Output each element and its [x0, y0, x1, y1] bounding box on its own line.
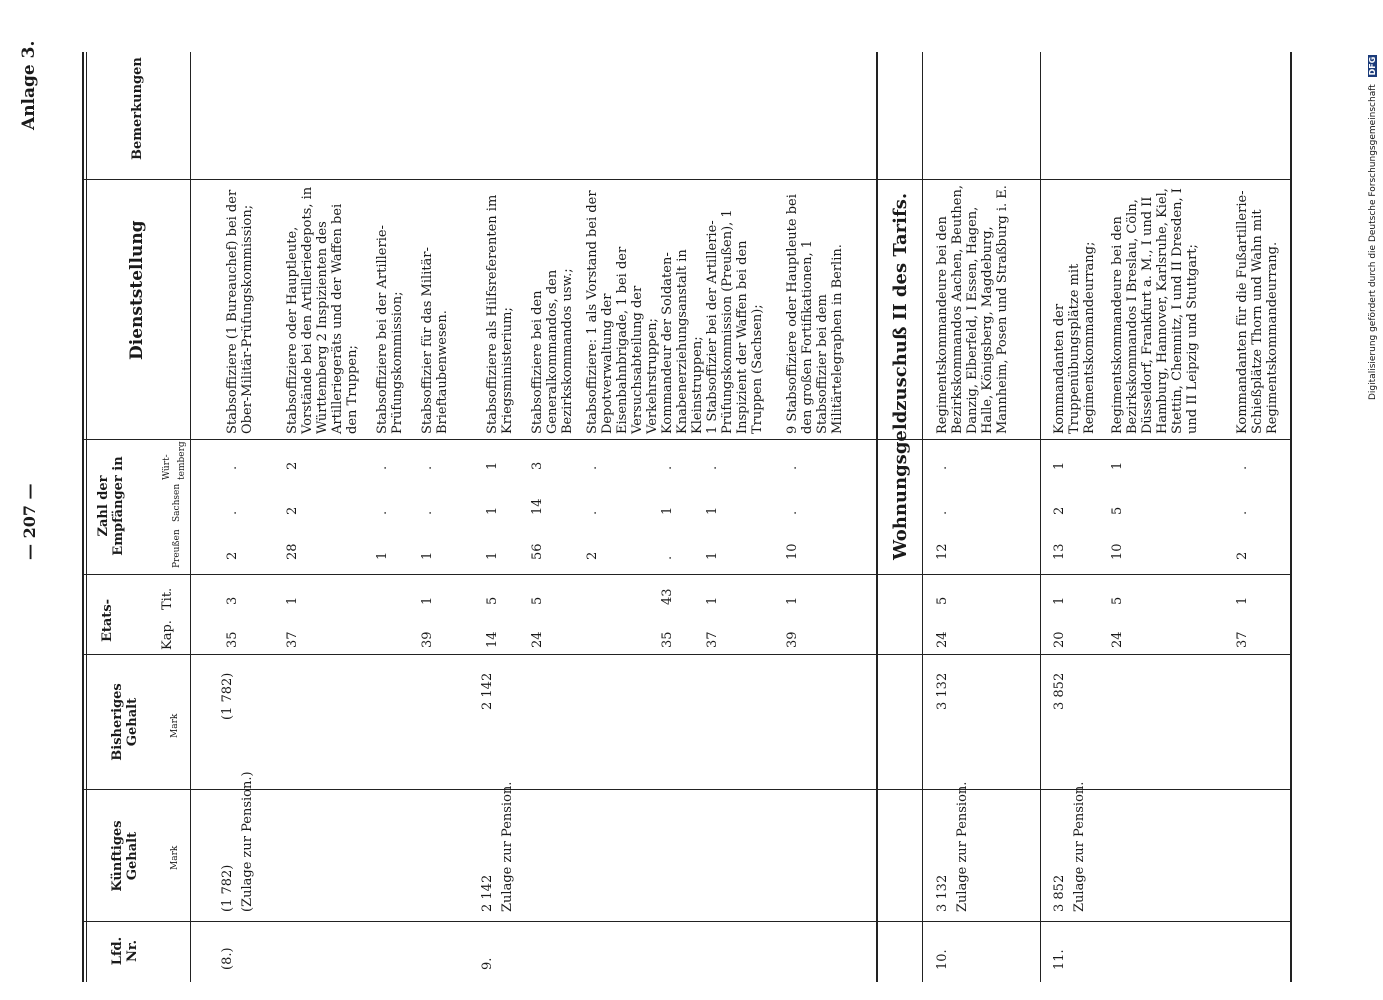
- entry-pr: 10: [1110, 543, 1125, 560]
- entry-kap: 24: [935, 631, 950, 648]
- entry-pr: 28: [285, 543, 300, 560]
- entry-text: Kommandanten der Truppenübungsplätze mit Regimentskommandeurrang;: [1052, 241, 1097, 434]
- entry-kap: 39: [420, 631, 435, 648]
- row-nr: 11.: [1052, 949, 1067, 970]
- entry-tit: 1: [785, 596, 800, 605]
- entry-kap: 37: [285, 631, 300, 648]
- entry-wu: .: [585, 465, 600, 470]
- col-sep-5: [82, 439, 1292, 440]
- entry-wu: 2: [285, 461, 300, 470]
- entry-pr: 2: [225, 551, 240, 560]
- entry-kap: 20: [1052, 631, 1067, 648]
- row-kuenftig: (1 782): [220, 864, 235, 912]
- row-bisher: (1 782): [220, 672, 235, 720]
- entry-text: 9 Stabsoffiziere oder Hauptleute bei den großen Fortifikationen, 1 Stabsoffizier bei dem Militärtelegraphen in Berlin.: [785, 194, 845, 434]
- entry-text: Regimentskommandeure bei den Bezirkskommandos I Breslau, Cöln, Düsseldorf, Frankfurt a. M., I und II Hamburg, Hannover, Karlsruhe, Kiel, Stettin, Chemnitz, I und II Dresden, I und II Leipzig und Stuttgart;: [1110, 188, 1200, 434]
- entry-kap: 35: [660, 631, 675, 648]
- entry-wu: .: [225, 465, 240, 470]
- entry-tit: 5: [530, 596, 545, 605]
- entry-tit: 3: [225, 596, 240, 605]
- row-bisher: 2 142: [480, 672, 495, 710]
- entry-wu: .: [1235, 465, 1250, 470]
- entry-pr: 2: [1235, 551, 1250, 560]
- entry-pr: 1: [375, 551, 390, 560]
- entry-text: Kommandanten für die Fußartillerie-Schießplätze Thorn und Wahn mit Regimentskommandeurrang.: [1235, 190, 1280, 434]
- entry-text: Stabsoffiziere als Hilfsreferenten im Kriegsministerium;: [485, 194, 515, 434]
- col-sep-2: [82, 789, 1292, 790]
- entry-text: Stabsoffiziere oder Hauptleute, Vorstände bei den Artilleriedepots, in Württemberg 2 Inspizienten des Artilleriegeräts und der Waffen bei den Truppen;: [285, 186, 360, 434]
- entry-wu: .: [785, 465, 800, 470]
- header-kap: Kap.: [160, 620, 175, 650]
- entry-tit: 1: [705, 596, 720, 605]
- entry-tit: 1: [285, 596, 300, 605]
- entry-sa: .: [1235, 510, 1250, 515]
- header-bottom-rule: [190, 52, 191, 982]
- entry-pr: 10: [785, 543, 800, 560]
- entry-text: Stabsoffiziere bei der Artillerie-Prüfungskommission;: [375, 225, 405, 434]
- top-rule-thin: [86, 52, 87, 982]
- page-number: — 207 —: [20, 483, 39, 560]
- entry-text: Stabsoffiziere (1 Bureauchef) bei der Ober-Militär-Prüfungskommission;: [225, 189, 255, 434]
- entry-pr: 1: [485, 551, 500, 560]
- row-kuenftig: 3 132: [935, 874, 950, 912]
- entry-wu: 1: [485, 461, 500, 470]
- entry-wu: .: [935, 465, 950, 470]
- entry-pr: 1: [705, 551, 720, 560]
- entry-sa: .: [420, 510, 435, 515]
- entry-kap: 35: [225, 631, 240, 648]
- header-dienststellung: Dienststellung: [127, 220, 147, 360]
- entry-tit: 1: [1052, 596, 1067, 605]
- entry-sa: 1: [660, 506, 675, 515]
- entry-text: Kommandeur der Soldaten-Knabenerziehungsanstalt in Kleinstruppen;: [660, 249, 705, 434]
- col-sep-3: [82, 654, 1292, 655]
- header-kuenftiges-gehalt: Künftiges Gehalt: [110, 820, 140, 892]
- top-rule: [82, 52, 84, 982]
- entry-sa: .: [585, 510, 600, 515]
- entry-sa: 14: [530, 498, 545, 515]
- entry-text: Stabsoffiziere bei den Generalkommandos, den Bezirkskommandos usw.;: [530, 268, 575, 434]
- section-rule: [876, 52, 878, 982]
- header-sachsen: Sachsen: [172, 483, 182, 522]
- entry-kap: 24: [1110, 631, 1125, 648]
- entry-text: 1 Stabsoffizier bei der Artillerie-Prüfungskommission (Preußen), 1 Inspizient der Waffen bei den Truppen (Sachsen);: [705, 209, 765, 434]
- header-zahl: Zahl der Empfänger in: [96, 456, 126, 556]
- entry-pr: 1: [420, 551, 435, 560]
- dfg-logo: DFG: [1368, 56, 1377, 76]
- entry-text: Stabsoffiziere: 1 als Vorstand bei der Depotverwaltung der Eisenbahnbrigade, 1 bei der Versuchsabteilung der Verkehrstruppen;: [585, 190, 660, 434]
- entry-tit: 5: [1110, 596, 1125, 605]
- entry-kap: 37: [705, 631, 720, 648]
- entry-wu: .: [375, 465, 390, 470]
- entry-wu: 3: [530, 461, 545, 470]
- header-bemerkungen: Bemerkungen: [130, 57, 145, 160]
- row-nr: 10.: [935, 949, 950, 970]
- entry-kap: 14: [485, 631, 500, 648]
- row-kuenftig-note: Zulage zur Pension.: [955, 781, 970, 912]
- row-kuenftig-note: Zulage zur Pension.: [1072, 781, 1087, 912]
- entry-wu: 1: [1110, 461, 1125, 470]
- entry-sa: .: [225, 510, 240, 515]
- row-bisher: 3 132: [935, 672, 950, 710]
- col-sep-1: [82, 921, 1292, 922]
- entry-tit: 43: [660, 588, 675, 605]
- row-kuenftig-note: (Zulage zur Pension.): [240, 771, 255, 912]
- row-rule: [1040, 52, 1041, 982]
- entry-tit: 5: [935, 596, 950, 605]
- row-kuenftig: 2 142: [480, 874, 495, 912]
- entry-kap: 37: [1235, 631, 1250, 648]
- entry-pr: 56: [530, 543, 545, 560]
- entry-wu: .: [420, 465, 435, 470]
- entry-sa: .: [785, 510, 800, 515]
- entry-sa: .: [935, 510, 950, 515]
- header-preussen: Preußen: [172, 529, 182, 568]
- section-rule-2: [922, 52, 923, 982]
- entry-sa: 5: [1110, 506, 1125, 515]
- entry-sa: 2: [1052, 506, 1067, 515]
- entry-sa: 1: [485, 506, 500, 515]
- entry-tit: 1: [1235, 596, 1250, 605]
- entry-wu: 1: [1052, 461, 1067, 470]
- entry-text: Regimentskommandeure bei den Bezirkskommandos Aachen, Beuthen, Danzig, Elberfeld, I Essen, Hagen, Halle, Königsberg, Magdeburg, Mannheim, Posen und Straßburg i. E.: [935, 185, 1010, 434]
- header-tit: Tit.: [160, 587, 175, 610]
- header-kuenftiges-unit: Mark: [170, 845, 180, 870]
- bottom-rule: [1290, 52, 1292, 982]
- digitization-credit: [1368, 10, 1382, 400]
- entry-sa: .: [375, 510, 390, 515]
- entry-pr: 2: [585, 551, 600, 560]
- entry-sa: 1: [705, 506, 720, 515]
- col-sep-4: [82, 574, 1292, 575]
- header-wuerttemberg: Würt- temberg: [162, 441, 187, 480]
- row-kuenftig-note: Zulage zur Pension.: [500, 781, 515, 912]
- header-etats: Etats-: [100, 598, 115, 642]
- entry-wu: .: [660, 465, 675, 470]
- row-kuenftig: 3 852: [1052, 874, 1067, 912]
- section-title: Wohnungsgeldzuschuß II des Tarifs.: [890, 192, 911, 560]
- digitization-note: Digitalisierung gefördert durch die Deutsche Forschungsgemeinschaft: [1368, 84, 1378, 400]
- entry-tit: 1: [420, 596, 435, 605]
- row-nr: 9.: [480, 957, 495, 970]
- entry-text: Stabsoffizier für das Militär-Brieftaubenwesen.: [420, 247, 450, 434]
- entry-pr: 13: [1052, 543, 1067, 560]
- entry-sa: 2: [285, 506, 300, 515]
- row-nr: (8.): [220, 947, 235, 970]
- header-bisheriges-unit: Mark: [170, 713, 180, 738]
- entry-pr: .: [660, 555, 675, 560]
- entry-tit: 5: [485, 596, 500, 605]
- col-sep-6: [82, 179, 1292, 180]
- annex-label: Anlage 3.: [19, 40, 39, 130]
- row-bisher: 3 852: [1052, 672, 1067, 710]
- entry-wu: .: [705, 465, 720, 470]
- header-lfd-nr: Lfd. Nr.: [110, 936, 140, 966]
- entry-kap: 24: [530, 631, 545, 648]
- entry-pr: 12: [935, 543, 950, 560]
- header-bisheriges-gehalt: Bisheriges Gehalt: [110, 683, 140, 761]
- entry-kap: 39: [785, 631, 800, 648]
